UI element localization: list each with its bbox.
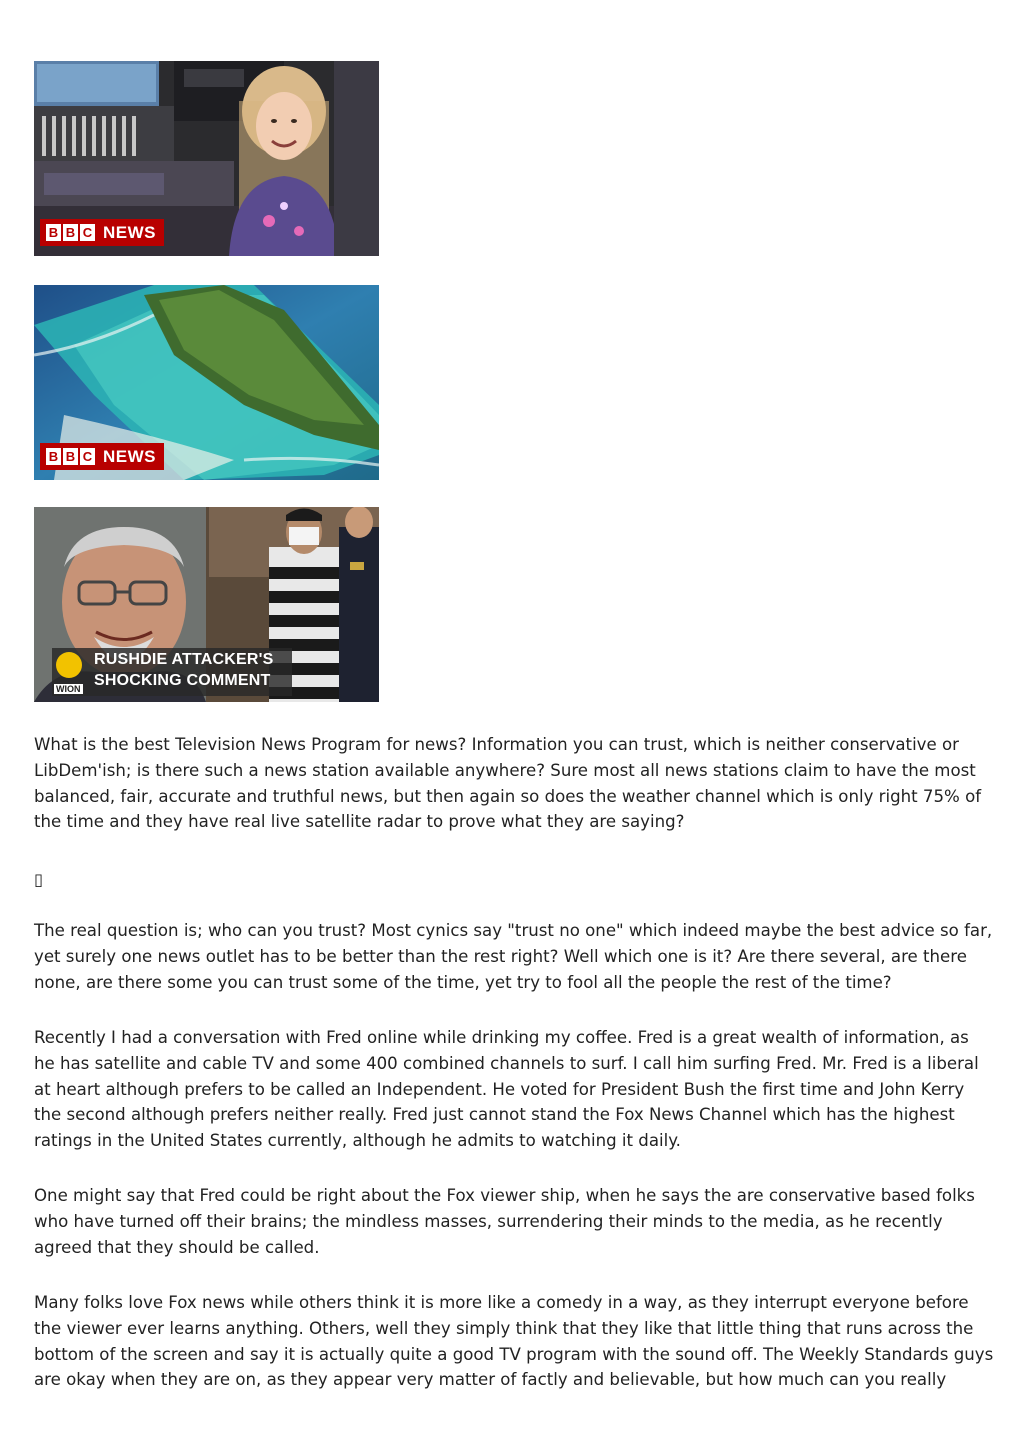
article-paragraph: One might say that Fred could be right about the Fox viewer ship, when he says the are conservative based folks who have turned off their brains; the mindless masses, surrendering their minds to the media, as he recently agreed that they should be called. — [34, 1186, 975, 1257]
caption-line: SHOCKING COMMENT — [94, 672, 271, 689]
bbc-news-badge — [40, 443, 164, 470]
news-thumbnail-radio-girl[interactable] — [34, 61, 379, 256]
bbc-letter: B — [46, 224, 61, 241]
bbc-letter: B — [46, 448, 61, 465]
bbc-news-label: NEWS — [103, 222, 156, 242]
bbc-news-badge — [40, 219, 164, 246]
bbc-letter: C — [80, 224, 95, 241]
article-paragraph: What is the best Television News Program for news? Information you can trust, which is neither conservative or LibDem'ish; is there such a news station available anywhere? Sure most all news stations claim to have the most balanced, fair, accurate and truthful news, but then again so does the weather channel which is only right 75% of the time and they have real live satellite radar to prove what they are saying? — [34, 735, 982, 832]
bbc-letter: B — [63, 224, 78, 241]
wion-logo — [52, 648, 90, 696]
bbc-letter: C — [80, 448, 95, 465]
missing-glyph-placeholder: ▯ — [34, 870, 44, 889]
article-paragraph: Recently I had a conversation with Fred online while drinking my coffee. Fred is a great wealth of information, as he has satellite and cable TV and some 400 combined channels to surf. I call him surfing Fred. Mr. Fred is a liberal at heart although prefers to be called an Independent. He voted for President Bush the first time and John Kerry the second although prefers neither really. Fred just cannot stand the Fox News Channel which has the highest ratings in the United States currently, although he admits to watching it daily. — [34, 1028, 979, 1151]
caption-line: RUSHDIE ATTACKER'S — [94, 651, 274, 668]
bbc-news-label: NEWS — [103, 446, 156, 466]
wion-logo-text: WION — [56, 684, 81, 694]
news-thumbnail-rushdie[interactable] — [34, 507, 379, 702]
article-paragraph: Many folks love Fox news while others think it is more like a comedy in a way, as they interrupt everyone before the viewer ever learns anything. Others, well they simply think that they like that little thing that runs across the bottom of the screen and say it is actually quite a good TV program with the sound off. The Weekly Standards guys are okay when they are on, as they appear very matter of factly and believable, but how much can you really — [34, 1293, 994, 1390]
article-paragraph: The real question is; who can you trust? Most cynics say "trust no one" which indeed maybe the best advice so far, yet surely one news outlet has to be better than the rest right? Well which one is it? Are there several, are there none, are there some you can trust some of the time, yet try to fool all the people the rest of the time? — [34, 921, 993, 992]
wion-caption-box — [52, 648, 292, 696]
news-thumbnail-atoll[interactable] — [34, 285, 379, 480]
bbc-letter: B — [63, 448, 78, 465]
wion-logo-mark — [56, 652, 82, 678]
